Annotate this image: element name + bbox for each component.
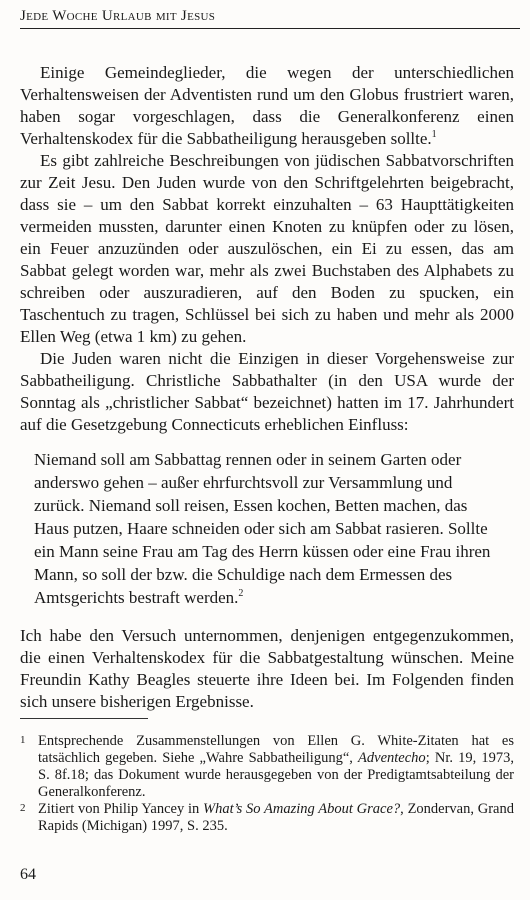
footnote-reference[interactable]: 2 [238, 588, 244, 599]
footnote-text [38, 801, 514, 835]
paragraph [20, 150, 514, 348]
paragraph [20, 625, 514, 713]
page-number: 64 [20, 866, 36, 883]
footnote-text-part: , Zondervan, Grand Rapids (Michigan) 1997, S. 235. [38, 801, 514, 834]
block-quote [20, 448, 514, 609]
footnote-text [38, 733, 514, 801]
footnote [20, 801, 514, 835]
footnote-title: What’s So Amazing About Grace? [203, 801, 401, 817]
footnotes [20, 733, 514, 835]
footnote-reference[interactable]: 1 [431, 129, 437, 140]
quote-text: Niemand soll am Sabbattag rennen oder in seinem Garten oder anderswo gehen – außer ehrfurchtsvoll zur Versammlung und zurück. Niemand soll reisen, Essen kochen, Betten machen, das Haus putzen, Haare schneiden oder sich am Sabbat rasieren. Sollte ein Mann seine Frau am Tag des Herrn küssen oder eine Frau ihren Mann, so soll der bzw. die Schuldige nach dem Ermessen des Amtsgerichts bestraft werden. [34, 450, 491, 607]
footnote [20, 733, 514, 801]
footnote-text-part: Entsprechende Zusammenstellungen von Ellen G. White-Zitaten hat es tatsächlich gegeben. Siehe „Wahre Sabbatheiligung“, [38, 733, 514, 766]
paragraph-text: Ich habe den Versuch unternommen, denjenigen entgegenzukommen, die einen Verhaltenskodex für die Sabbatgestaltung wünschen. Meine Freundin Kathy Beagles steuerte ihre Ideen bei. Im Folgenden finden sich unsere bisherigen Ergebnisse. [20, 626, 514, 711]
footnote-mark: 2 [20, 802, 26, 814]
footnote-text-part: ; Nr. 19, 1973, S. 8f.18; das Dokument wurde herausgegeben von der Predigtamtsabteilung der Generalkonferenz. [38, 750, 515, 800]
footnote-title: Adventecho [358, 750, 426, 766]
paragraph [20, 62, 514, 150]
paragraph-text: Es gibt zahlreiche Beschreibungen von jüdischen Sabbatvorschriften zur Zeit Jesu. Den Juden wurde von den Schriftgelehrten beigebracht, dass sie – um den Sabbat korrekt einzuhalten – 63 Haupttätigkeiten vermeiden mussten, darunter einen Knoten zu knüpfen oder zu lösen, ein Feuer anzuzünden oder auszulöschen, ein Ei zu essen, das am Sabbat gelegt worden war, mehr als zwei Buchstaben des Alphabets zu schreiben oder auszuradieren, auf den Boden zu spucken, ein Taschentuch zu tragen, Schlüssel bei sich zu haben und mehr als 2000 Ellen Weg (etwa 1 km) zu gehen. [20, 151, 514, 346]
running-title: Jede Woche Urlaub mit Jesus [20, 8, 216, 24]
paragraph-text: Einige Gemeindeglieder, die wegen der unterschiedlichen Verhaltensweisen der Adventisten rund um den Globus frustriert waren, haben sogar vorgeschlagen, dass die Generalkonferenz einen Verhaltenskodex für die Sabbatheiligung herausgeben sollte. [20, 63, 514, 148]
paragraph [20, 348, 514, 436]
footnote-mark: 1 [20, 734, 26, 746]
running-header [20, 8, 520, 29]
footnote-text-part: Zitiert von Philip Yancey in [38, 801, 204, 817]
paragraph-text: Die Juden waren nicht die Einzigen in dieser Vorgehensweise zur Sabbatheiligung. Christliche Sabbathalter (in den USA wurde der Sonntag als „christlicher Sabbat“ bezeichnet) hatten im 17. Jahrhundert auf die Gesetzgebung Connecticuts erheblichen Einfluss: [20, 349, 514, 434]
body-text [20, 62, 514, 713]
footnote-divider [20, 718, 148, 719]
